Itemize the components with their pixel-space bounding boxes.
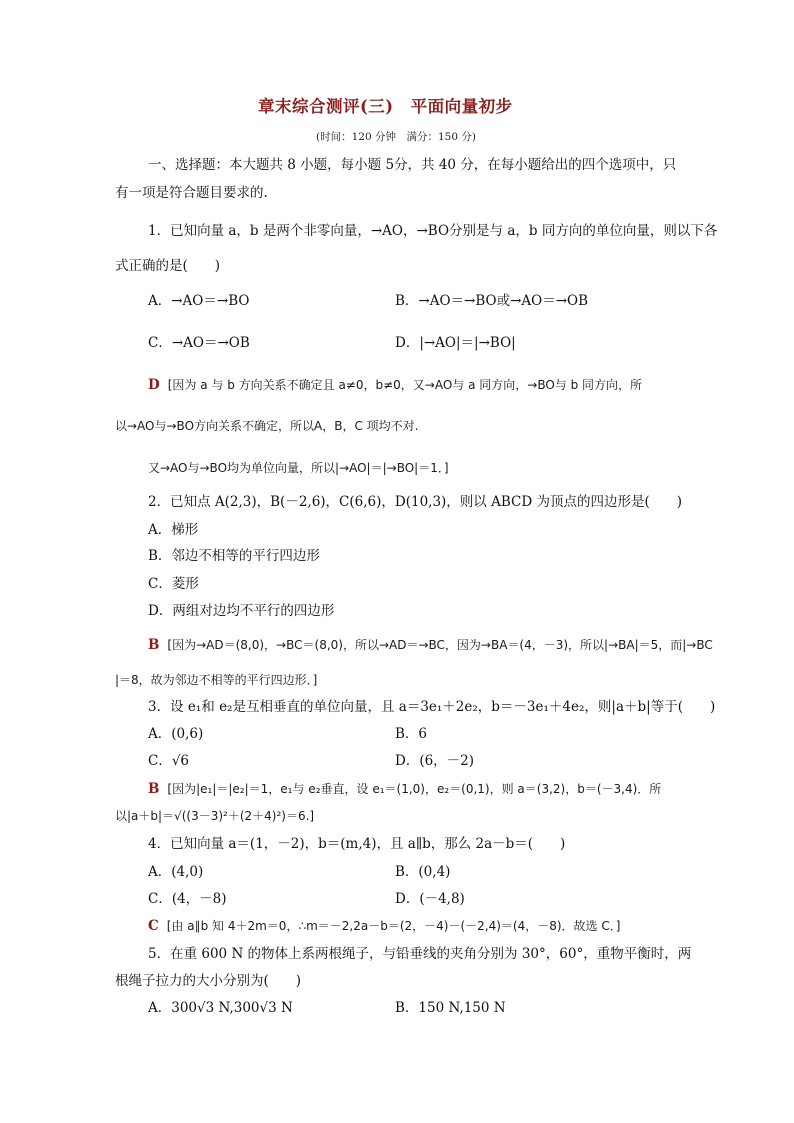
- explanation-text: [因为|e₁|＝|e₂|＝1，e₁与 e₂垂直，设 e₁＝(1,0)，e₂＝(0,1)，则 a＝(3,2)，b＝(－3,4)．所: [167, 782, 662, 796]
- option-d: D．(－4,8): [395, 891, 465, 907]
- time-score-info: (时间：120 分钟 满分：150 分): [316, 131, 476, 143]
- question-stem: 5．在重 600 N 的物体上系两根绳子，与铅垂线的夹角分别为 30°，60°，重物平衡时，两: [148, 946, 692, 962]
- option-b: B．150 N,150 N: [395, 1000, 506, 1016]
- answer-key: B: [148, 781, 160, 797]
- explanation-text: [由 a∥b 知 4＋2m＝0，∴m＝－2,2a－b＝(2，－4)－(－2,4)＝(4，－8)．故选 C．]: [166, 919, 621, 933]
- answer-explanation: [148, 917, 620, 935]
- option-a: A．(0,6): [148, 726, 204, 742]
- explanation-text: [因为 a 与 b 方向关系不确定且 a≠0，b≠0，又→AO与 a 同方向，→BO与 b 同方向，所: [167, 378, 643, 392]
- question-stem: 1．已知向量 a，b 是两个非零向量，→AO，→BO分别是与 a，b 同方向的单位向量，则以下各: [148, 223, 718, 239]
- option-c: C．√6: [148, 753, 190, 769]
- answer-key: B: [148, 637, 160, 653]
- answer-explanation: [148, 636, 713, 654]
- option-b: B．→AO＝→BO或→AO＝→OB: [395, 293, 589, 309]
- option-d: D．|→AO|＝|→BO|: [395, 335, 516, 351]
- question-stem: 式正确的是( ): [115, 258, 221, 274]
- answer-explanation: [148, 780, 661, 798]
- option-b: B．(0,4): [395, 864, 451, 880]
- page-title: 章末综合测评(三) 平面向量初步: [258, 97, 513, 116]
- option-d: D．两组对边均不平行的四边形: [148, 603, 335, 619]
- question-stem: 根绳子拉力的大小分别为( ): [115, 973, 302, 989]
- answer-explanation-line: 又→AO与→BO均为单位向量，所以|→AO|＝|→BO|＝1．]: [148, 461, 449, 475]
- option-d: D．(6，－2): [395, 753, 475, 769]
- answer-key: D: [148, 377, 160, 393]
- answer-explanation: [148, 376, 642, 394]
- option-a: A．(4,0): [148, 864, 204, 880]
- answer-explanation-line: 以→AO与→BO方向关系不确定，所以A，B，C 项均不对.: [115, 419, 419, 433]
- question-stem: 4．已知向量 a＝(1，－2)，b＝(m,4)，且 a∥b，那么 2a－b＝( ): [148, 836, 566, 852]
- option-c: C．→AO＝→OB: [148, 335, 250, 351]
- answer-explanation-line: 以|a＋b|＝√((3－3)²＋(2＋4)²)＝6.]: [115, 809, 315, 823]
- question-stem: 3．设 e₁和 e₂是互相垂直的单位向量，且 a＝3e₁＋2e₂，b＝－3e₁＋4e₂，则|a＋b|等于( ): [148, 699, 716, 715]
- option-a: A．梯形: [148, 522, 199, 538]
- section-intro-line: 有一项是符合题目要求的.: [115, 185, 268, 201]
- option-c: C．菱形: [148, 576, 199, 592]
- question-stem: 2．已知点 A(2,3)，B(－2,6)，C(6,6)，D(10,3)，则以 ABCD 为顶点的四边形是( ): [148, 494, 682, 510]
- answer-explanation-line: |＝8，故为邻边不相等的平行四边形．]: [115, 673, 318, 687]
- option-b: B．6: [395, 726, 428, 742]
- section-intro-line: 一、选择题：本大题共 8 小题，每小题 5分，共 40 分，在每小题给出的四个选项中，只: [148, 157, 677, 173]
- option-a: A．300√3 N,300√3 N: [148, 1000, 293, 1016]
- option-b: B．邻边不相等的平行四边形: [148, 548, 320, 564]
- option-c: C．(4，－8): [148, 891, 227, 907]
- answer-key: C: [148, 918, 159, 934]
- option-a: A．→AO＝→BO: [148, 293, 250, 309]
- explanation-text: [因为→AD＝(8,0)，→BC＝(8,0)，所以→AD＝→BC，因为→BA＝(4，－3)，所以|→BA|＝5，而|→BC: [167, 638, 713, 652]
